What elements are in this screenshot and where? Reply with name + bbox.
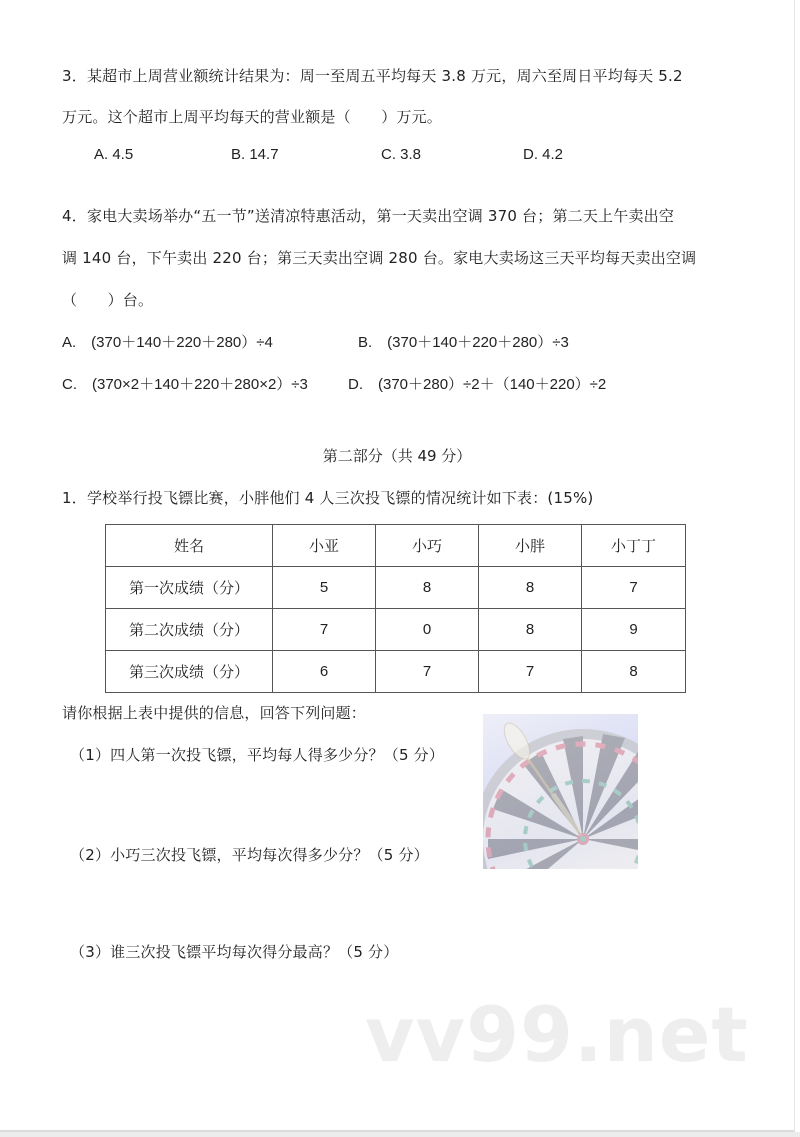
q3-line-2: 万元。这个超市上周平均每天的营业额是（ ）万元。 (62, 108, 443, 126)
q4-option-b: B. (370＋140＋220＋280）÷3 (358, 334, 569, 351)
q3-line-1: 3．某超市上周营业额统计结果为：周一至周五平均每天 3.8 万元，周六至周日平均每天 5.2 (62, 67, 683, 85)
table-cell: 6 (273, 651, 376, 693)
table-row (106, 567, 686, 609)
table-row (106, 609, 686, 651)
table-header-cell: 小胖 (479, 525, 582, 567)
q4-line-1: 4．家电大卖场举办“五一节”送清凉特惠活动，第一天卖出空调 370 台；第二天上午卖出空 (62, 207, 675, 225)
table-cell: 8 (582, 651, 686, 693)
table-header-cell: 姓名 (106, 525, 273, 567)
q3-option-a: A. 4.5 (94, 146, 134, 163)
table-row-label: 第二次成绩（分） (106, 609, 273, 651)
table-row (106, 651, 686, 693)
q3-option-d: D. 4.2 (523, 146, 564, 163)
q4-line-2: 调 140 台，下午卖出 220 台；第三天卖出空调 280 台。家电大卖场这三天平均每天卖出空调 (62, 249, 697, 267)
table-cell: 7 (479, 651, 582, 693)
section-title-part2: 第二部分（共 49 分） (322, 447, 472, 465)
q3-option-c: C. 3.8 (381, 146, 422, 163)
table-cell: 7 (273, 609, 376, 651)
sub-question-2: （2）小巧三次投飞镖，平均每次得多少分？（5 分） (70, 846, 429, 864)
q4-line-3: （ ）台。 (62, 291, 154, 309)
part2-prompt: 请你根据上表中提供的信息，回答下列问题： (62, 704, 367, 722)
sub-question-3: （3）谁三次投飞镖平均每次得分最高？（5 分） (70, 943, 399, 961)
watermark: vv99.net (365, 990, 749, 1079)
table-cell: 7 (376, 651, 479, 693)
dart-scores-table (105, 524, 686, 693)
table-cell: 9 (582, 609, 686, 651)
table-cell: 8 (479, 567, 582, 609)
table-cell: 8 (376, 567, 479, 609)
q4-option-a: A. (370＋140＋220＋280）÷4 (62, 334, 273, 351)
table-cell: 8 (479, 609, 582, 651)
table-cell: 5 (273, 567, 376, 609)
table-cell: 7 (582, 567, 686, 609)
table-row-label: 第三次成绩（分） (106, 651, 273, 693)
table-cell: 0 (376, 609, 479, 651)
dartboard-icon (483, 714, 638, 869)
sub-question-1: （1）四人第一次投飞镖，平均每人得多少分？（5 分） (70, 746, 445, 764)
table-header-cell: 小巧 (376, 525, 479, 567)
table-row-label: 第一次成绩（分） (106, 567, 273, 609)
dartboard-image (483, 714, 638, 869)
page-bottom-edge (0, 1132, 800, 1137)
q3-option-b: B. 14.7 (231, 146, 279, 163)
table-header-cell: 小亚 (273, 525, 376, 567)
part2-q1-intro: 1．学校举行投飞镖比赛，小胖他们 4 人三次投飞镖的情况统计如下表：(15%) (62, 489, 594, 507)
q4-option-d: D. (370＋280）÷2＋（140＋220）÷2 (348, 376, 607, 393)
table-header-cell: 小丁丁 (582, 525, 686, 567)
table-header-row (106, 525, 686, 567)
q4-option-c: C. (370×2＋140＋220＋280×2）÷3 (62, 376, 308, 393)
